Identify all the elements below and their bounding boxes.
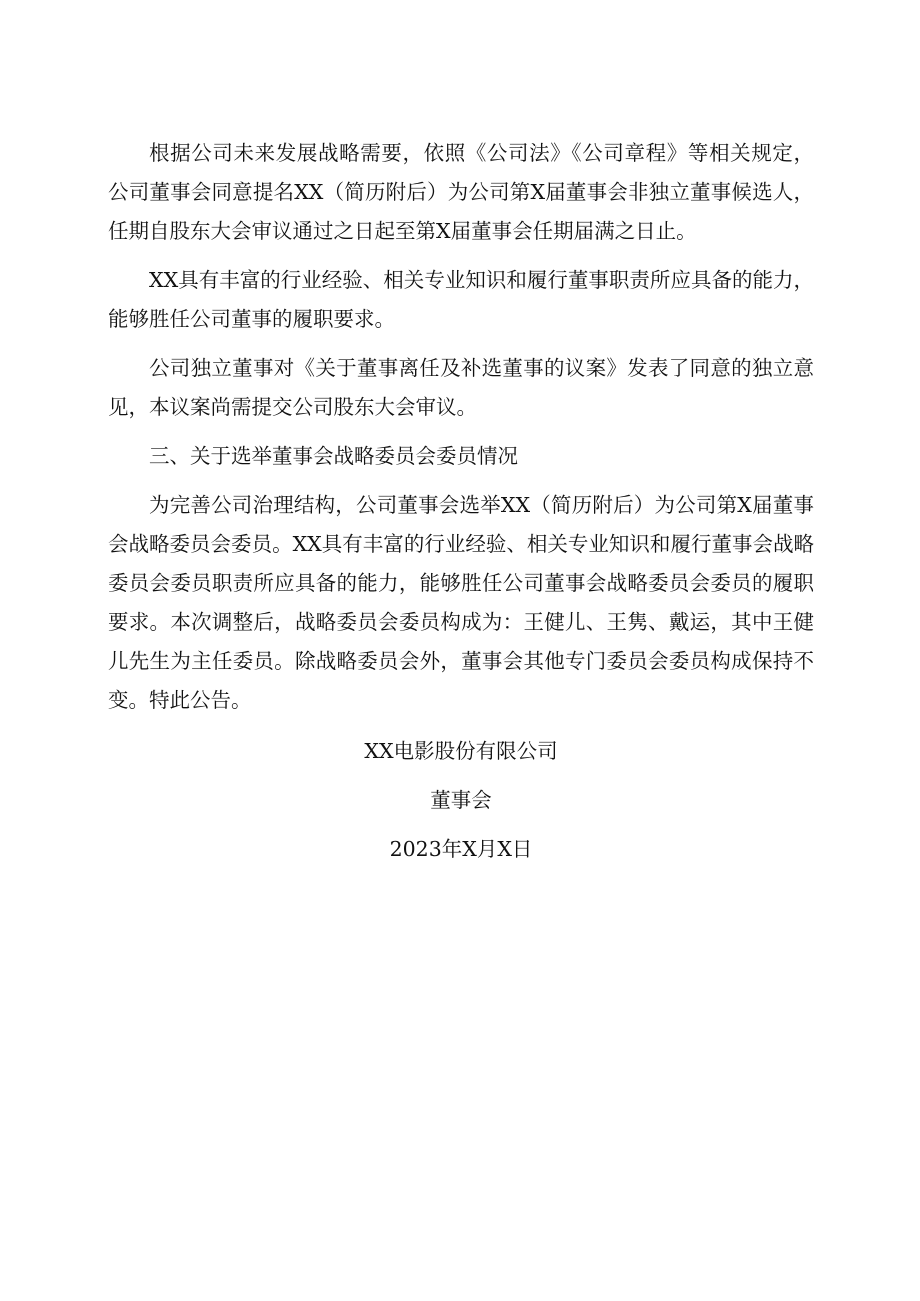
paragraph-qualification: XX具有丰富的行业经验、相关专业知识和履行董事职责所应具备的能力，能够胜任公司董事的履职要求。 bbox=[108, 268, 814, 331]
document-body bbox=[108, 134, 814, 879]
paragraph-independent-opinion: 公司独立董事对《关于董事离任及补选董事的议案》发表了同意的独立意见，本议案尚需提交公司股东大会审议。 bbox=[108, 356, 814, 419]
signature-block bbox=[108, 732, 814, 869]
announcement-date: 2023年X月X日 bbox=[389, 837, 533, 861]
paragraph-nomination: 根据公司未来发展战略需要，依照《公司法》《公司章程》等相关规定，公司董事会同意提名XX（简历附后）为公司第X届董事会非独立董事候选人，任期自股东大会审议通过之日起至第X届董事会任期届满之日止。 bbox=[108, 141, 814, 243]
company-name: XX电影股份有限公司 bbox=[364, 739, 558, 763]
section-heading-3: 三、关于选举董事会战略委员会委员情况 bbox=[149, 444, 518, 468]
paragraph-strategy-committee: 为完善公司治理结构，公司董事会选举XX（简历附后）为公司第X届董事会战略委员会委员。XX具有丰富的行业经验、相关专业知识和履行董事会战略委员会委员职责所应具备的能力，能够胜任公司董事会战略委员会委员的履职要求。本次调整后，战略委员会委员构成为：王健儿、王隽、戴运，其中王健儿先生为主任委员。除战略委员会外，董事会其他专门委员会委员构成保持不变。特此公告。 bbox=[108, 493, 814, 712]
board-name: 董事会 bbox=[430, 788, 492, 812]
